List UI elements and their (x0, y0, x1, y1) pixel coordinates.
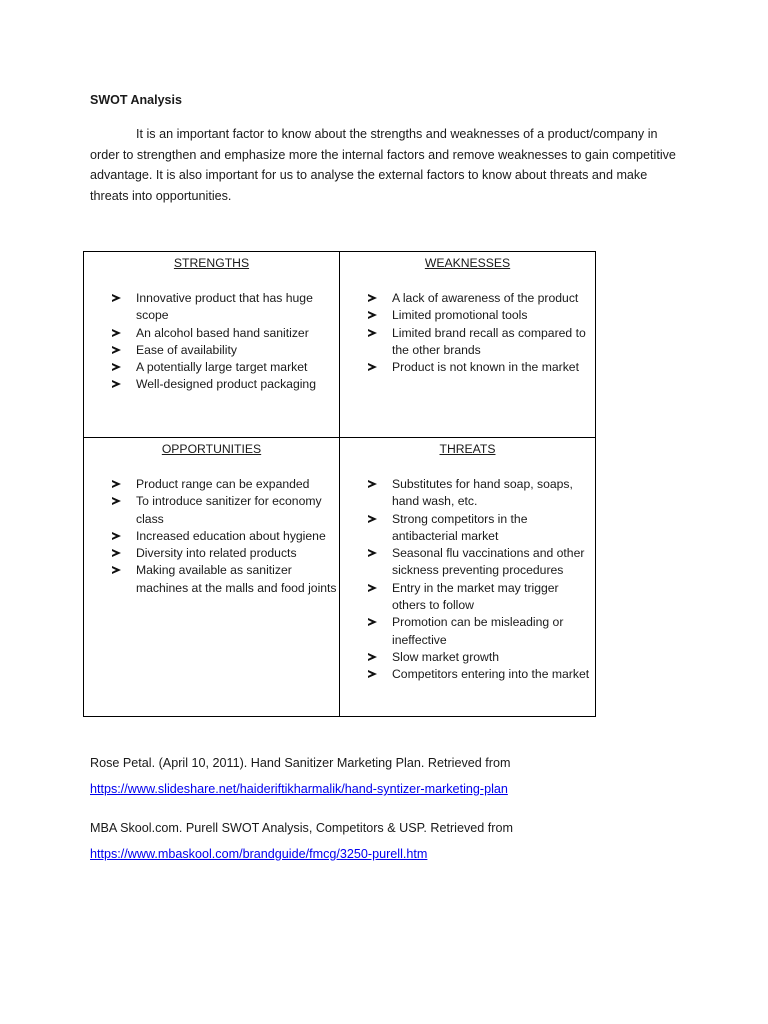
list-item (110, 528, 339, 545)
arrow-bullet-icon (110, 359, 124, 376)
list-item (110, 476, 339, 493)
list-item-text: Limited brand recall as compared to the other brands (392, 325, 586, 357)
arrow-bullet-icon (366, 649, 380, 666)
arrow-bullet-icon (110, 290, 124, 307)
list-item-text: Strong competitors in the antibacterial market (392, 511, 528, 543)
arrow-bullet-icon (110, 376, 124, 393)
list-item-text: An alcohol based hand sanitizer (136, 325, 309, 340)
list-item (366, 649, 595, 666)
list-item-text: Product is not known in the market (392, 360, 579, 375)
arrow-bullet-icon (366, 545, 380, 562)
weaknesses-title: WEAKNESSES (424, 256, 511, 270)
arrow-bullet-icon (366, 307, 380, 324)
arrow-bullet-icon (366, 325, 380, 342)
list-item-text: Promotion can be misleading or ineffective (392, 615, 564, 647)
list-item-text: A lack of awareness of the product (392, 291, 579, 305)
list-item (366, 580, 595, 615)
arrow-bullet-icon (366, 666, 380, 683)
list-item-text: A potentially large target market (136, 360, 308, 375)
strengths-cell (84, 252, 340, 438)
list-item (366, 511, 595, 546)
reference-citation-1: Rose Petal. (April 10, 2011). Hand Sanitizer Marketing Plan. Retrieved from (90, 756, 511, 770)
list-item-text: To introduce sanitizer for economy class (136, 494, 322, 526)
list-item-text: Innovative product that has huge scope (136, 291, 313, 323)
list-item (366, 290, 595, 307)
arrow-bullet-icon (366, 511, 380, 528)
list-item (110, 545, 339, 562)
list-item (110, 493, 339, 528)
opportunities-cell (84, 438, 340, 717)
list-item-text: Ease of availability (136, 342, 237, 357)
list-item-text: Making available as sanitizer machines at the malls and food joints (136, 563, 337, 595)
list-item-text: Slow market growth (392, 649, 500, 664)
intro-paragraph: It is an important factor to know about the strengths and weaknesses of a product/company in order to strengthen and emphasize more the internal factors and remove weaknesses to gain competitive advantage. It is also important for us to analyse the external factors to know about threats and make threats into opportunities. (90, 127, 676, 203)
arrow-bullet-icon (366, 580, 380, 597)
list-item-text: Seasonal flu vaccinations and other sickness preventing procedures (392, 546, 585, 578)
list-item-text: Entry in the market may trigger others to follow (392, 580, 559, 613)
threats-cell (340, 438, 596, 717)
list-item (110, 342, 339, 359)
list-item-text: Competitors entering into the market (392, 667, 590, 682)
list-item (110, 290, 339, 325)
list-item-text: Product range can be expanded (136, 477, 310, 491)
list-item-text: Diversity into related products (136, 546, 297, 561)
arrow-bullet-icon (110, 528, 124, 545)
weaknesses-cell (340, 252, 596, 438)
list-item (366, 545, 595, 580)
opportunities-title: OPPORTUNITIES (161, 442, 262, 456)
arrow-bullet-icon (366, 476, 380, 493)
arrow-bullet-icon (110, 342, 124, 359)
strengths-title: STRENGTHS (173, 256, 250, 270)
list-item (366, 614, 595, 649)
arrow-bullet-icon (110, 545, 124, 562)
list-item-text: Limited promotional tools (392, 308, 528, 323)
reference-link-2[interactable]: https://www.mbaskool.com/brandguide/fmcg/3250-purell.htm (90, 847, 428, 861)
arrow-bullet-icon (110, 562, 124, 579)
list-item (110, 325, 339, 342)
reference-link-1[interactable]: https://www.slideshare.net/haideriftikharmalik/hand-syntizer-marketing-plan (90, 782, 508, 796)
threats-title: THREATS (439, 442, 496, 456)
list-item-text: Well-designed product packaging (136, 377, 316, 392)
list-item-text: Increased education about hygiene (136, 528, 326, 543)
strengths-list (84, 290, 339, 394)
arrow-bullet-icon (366, 614, 380, 631)
arrow-bullet-icon (366, 359, 380, 376)
list-item (366, 325, 595, 360)
list-item-text: Substitutes for hand soap, soaps, hand wash, etc. (392, 477, 573, 509)
document-heading: SWOT Analysis (90, 93, 182, 107)
reference-citation-2: MBA Skool.com. Purell SWOT Analysis, Competitors & USP. Retrieved from (90, 821, 513, 835)
list-item (366, 359, 595, 376)
arrow-bullet-icon (110, 493, 124, 510)
threats-list (340, 476, 595, 684)
weaknesses-list (340, 290, 595, 376)
list-item (110, 359, 339, 376)
swot-table (83, 251, 596, 717)
arrow-bullet-icon (366, 290, 380, 307)
list-item (110, 562, 339, 597)
opportunities-list (84, 476, 339, 597)
arrow-bullet-icon (110, 476, 124, 493)
list-item (366, 476, 595, 511)
list-item (366, 307, 595, 324)
list-item (110, 376, 339, 393)
list-item (366, 666, 595, 683)
arrow-bullet-icon (110, 325, 124, 342)
